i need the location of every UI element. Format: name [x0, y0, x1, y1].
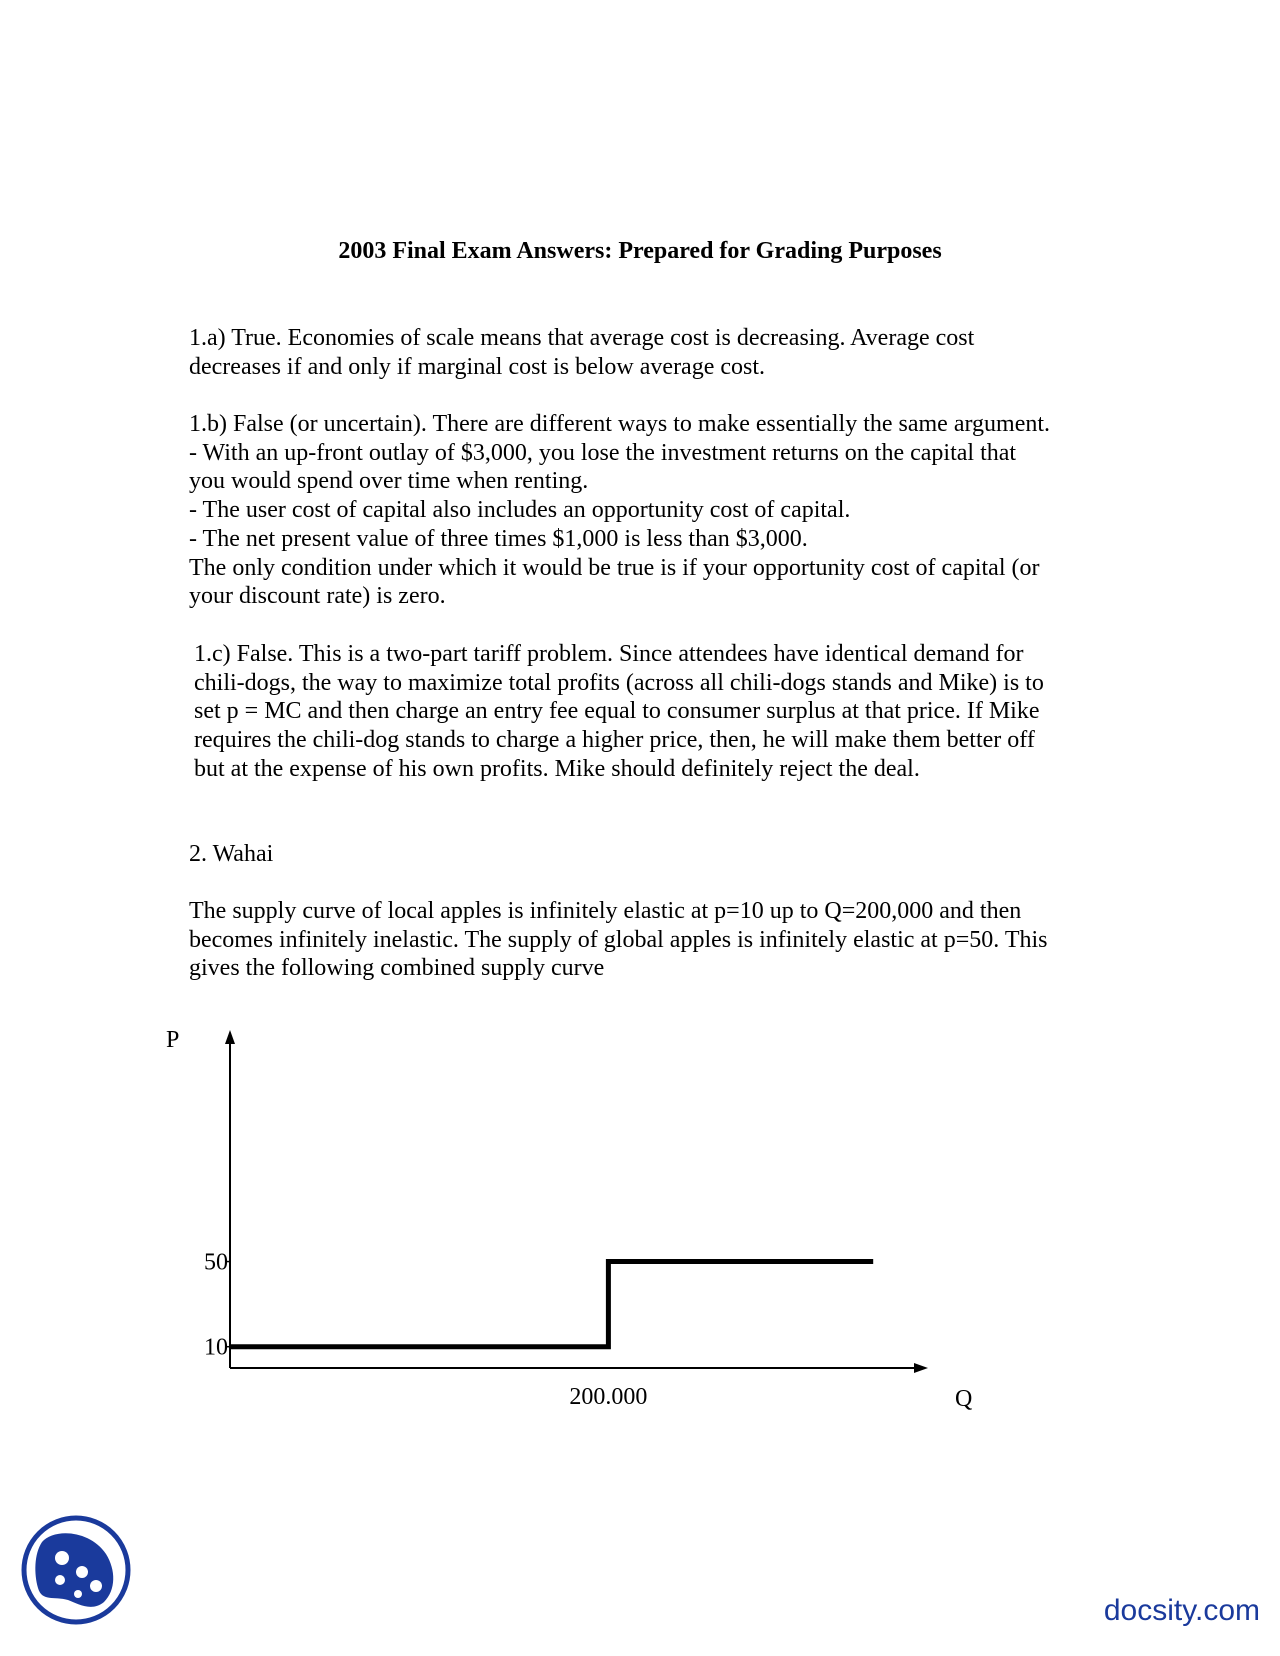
document-title: 2003 Final Exam Answers: Prepared for Grading Purposes: [338, 238, 942, 264]
answer-1c: [194, 640, 1114, 784]
answer-2-line: gives the following combined supply curve: [189, 955, 605, 982]
y-axis-label: P: [166, 1027, 180, 1053]
answer-2-line: The supply curve of local apples is infinitely elastic at p=10 up to Q=200,000 and then: [189, 898, 1022, 924]
y-axis-arrow: [225, 1030, 235, 1044]
answer-1c-line: chili-dogs, the way to maximize total profits (across all chili-dogs stands and Mike) is to: [194, 669, 1044, 696]
y-tick-label-10: 10: [204, 1334, 228, 1361]
answer-1c-line: 1.c) False. This is a two-part tariff problem. Since attendees have identical demand for: [194, 641, 1024, 667]
answer-1b-line: - The user cost of capital also includes an opportunity cost of capital.: [189, 497, 851, 524]
supply-curve-line: [230, 1262, 873, 1347]
docsity-brand-link[interactable]: docsity.com: [1103, 1594, 1260, 1627]
answer-1a-line: 1.a) True. Economies of scale means that average cost is decreasing. Average cost: [189, 325, 975, 351]
answer-1c-line: but at the expense of his own profits. Mike should definitely reject the deal.: [194, 755, 920, 782]
answer-1c-line: set p = MC and then charge an entry fee equal to consumer surplus at that price. If Mike: [194, 698, 1040, 725]
answer-1c-line: requires the chili-dog stands to charge a higher price, then, he will make them better off: [194, 727, 1035, 754]
x-axis-label: Q: [955, 1386, 973, 1412]
question-2-heading-text: 2. Wahai: [189, 841, 274, 867]
answer-1b-line: your discount rate) is zero.: [189, 583, 446, 610]
x-tick-label-200000: 200.000: [569, 1384, 648, 1410]
answer-1b-line: - The net present value of three times $1,000 is less than $3,000.: [189, 525, 808, 552]
answer-1a-line: decreases if and only if marginal cost is below average cost.: [189, 353, 766, 380]
answer-2: [189, 897, 1109, 983]
answer-1a: [189, 324, 1109, 381]
answer-1b-line: - With an up-front outlay of $3,000, you lose the investment returns on the capital that: [189, 439, 1017, 466]
answer-2-line: becomes infinitely inelastic. The supply of global apples is infinitely elastic at p=50. This: [189, 926, 1048, 953]
answer-1b-line: The only condition under which it would be true is if your opportunity cost of capital (or: [189, 554, 1040, 581]
docsity-logo-icon: [20, 1514, 132, 1626]
x-axis-arrow: [914, 1363, 928, 1373]
y-tick-label-50: 50: [204, 1249, 228, 1276]
answer-1b: [189, 410, 1109, 611]
question-2-heading: [189, 840, 1109, 869]
answer-1b-line: 1.b) False (or uncertain). There are different ways to make essentially the same argument.: [189, 411, 1051, 437]
answer-1b-line: you would spend over time when renting.: [189, 468, 589, 495]
